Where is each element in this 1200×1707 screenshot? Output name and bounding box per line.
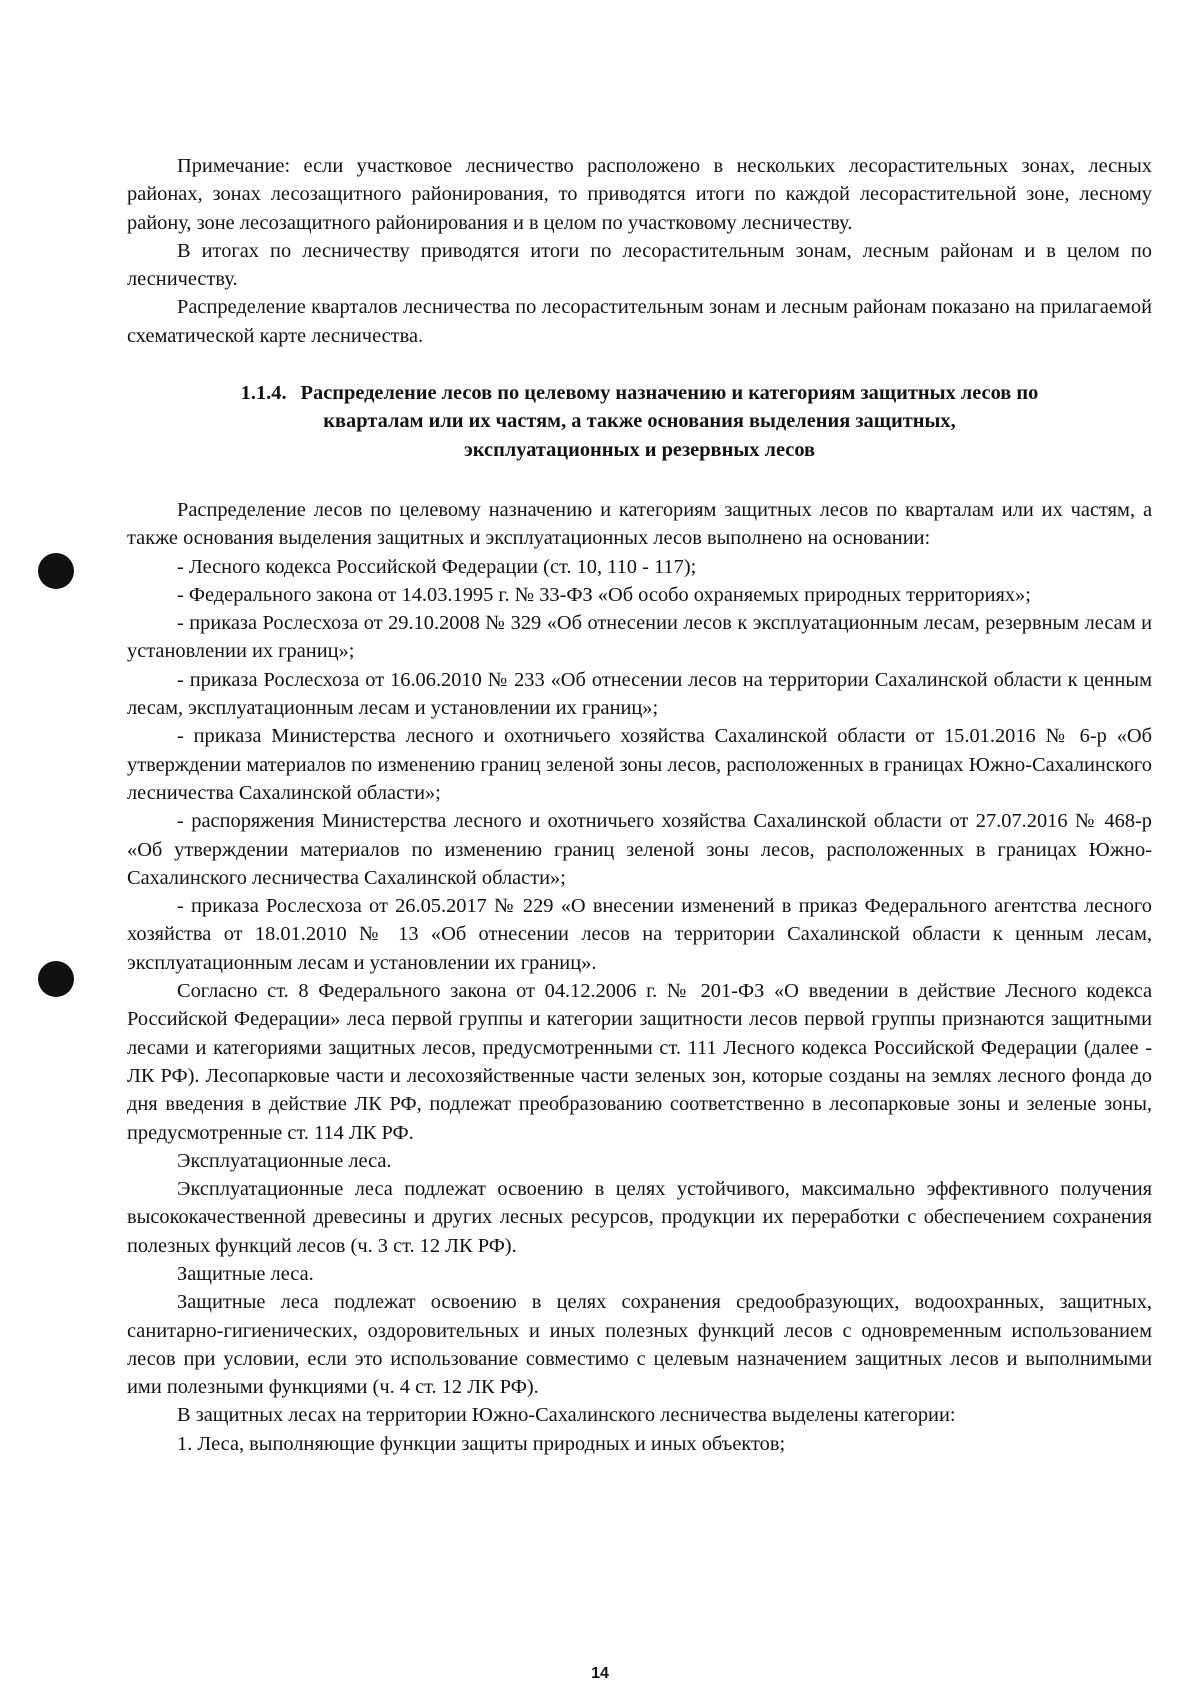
body-paragraph: - приказа Министерства лесного и охотничьего хозяйства Сахалинской области от 15.01.2016 № 6-р «Об утверждении материалов по изменению границ зеленой зоны лесов, расположенных в границах Южно-Сахалинского лесничества Сахалинской области»; (127, 725, 1152, 804)
body-paragraph: Эксплуатационные леса. (177, 1149, 392, 1172)
body-paragraph: - приказа Рослесхоза от 29.10.2008 № 329 «Об отнесении лесов к эксплуатационным лесам, резервным лесам и установлении их границ»; (127, 612, 1152, 663)
note-paragraph: Примечание: если участковое лесничество расположено в нескольких лесорастительных зонах, лесных районах, зонах лесозащитного районирования, то приводятся итоги по каждой лесорастительной зоне, лесному району, зоне лесозащитного районирования и в целом по участковому лесничеству. (127, 155, 1152, 234)
section-number: 1.1.4. (240, 382, 287, 405)
section-title-line: эксплуатационных и резервных лесов (463, 438, 816, 461)
body-paragraph: Распределение лесов по целевому назначению и категориям защитных лесов по кварталам или их частям, а также основания выделения защитных и эксплуатационных лесов выполнено на основании: (127, 498, 1152, 550)
note-paragraph: Распределение кварталов лесничества по лесорастительным зонам и лесным районам показано на прилагаемой схематической карте лесничества. (127, 296, 1152, 347)
body-paragraph: 1. Леса, выполняющие функции защиты природных и иных объектов; (177, 1432, 786, 1455)
document-text (127, 152, 1152, 1458)
body-paragraph: - приказа Рослесхоза от 16.06.2010 № 233 «Об отнесении лесов на территории Сахалинской области к ценным лесам, эксплуатационным лесам и установлении их границ»; (127, 668, 1152, 720)
body-paragraph: - приказа Рослесхоза от 26.05.2017 № 229 «О внесении изменений в приказ Федерального агентства лесного хозяйства от 18.01.2010 № 13 «Об отнесении лесов на территории Сахалинской области к ценным лесам, эксплуатационным лесам и установлении их границ». (127, 895, 1152, 974)
section-title-line: кварталам или их частям, а также основания выделения защитных, (323, 410, 956, 433)
body-paragraph: Защитные леса. (177, 1262, 314, 1285)
punch-hole-top (38, 553, 74, 589)
punch-hole-bottom (38, 961, 74, 997)
note-paragraph: В итогах по лесничеству приводятся итоги по лесорастительным зонам, лесным районам и в целом по лесничеству. (127, 239, 1152, 291)
body-paragraph: Согласно ст. 8 Федерального закона от 04.12.2006 г. № 201-ФЗ «О введении в действие Лесного кодекса Российской Федерации» леса первой группы и категории защитности лесов первой группы признаются защитными лесами и категориями защитных лесов, предусмотренными ст. 111 Лесного кодекса Российской Федерации (далее - ЛК РФ). Лесопарковые части и лесохозяйственные части зеленых зон, которые созданы на землях лесного фонда до дня введения в действие ЛК РФ, подлежат преобразованию соответственно в лесопарковые зоны и зеленые зоны, предусмотренные ст. 114 ЛК РФ. (127, 980, 1152, 1144)
page-number: 14 (591, 1665, 609, 1682)
body-paragraph: Защитные леса подлежат освоению в целях сохранения средообразующих, водоохранных, защитных, санитарно-гигиенических, оздоровительных и иных полезных функций лесов с одновременным использованием лесов при условии, если это использование совместимо с целевым назначением защитных лесов и выполнимыми ими полезными функциями (ч. 4 ст. 12 ЛК РФ). (127, 1291, 1152, 1399)
section-heading-line-1 (127, 379, 1152, 407)
body-paragraph: - Лесного кодекса Российской Федерации (ст. 10, 110 - 117); (177, 555, 697, 578)
body-paragraph: - распоряжения Министерства лесного и охотничьего хозяйства Сахалинской области от 27.07.2016 № 468-р «Об утверждении материалов по изменению границ зеленой зоны лесов, расположенных в границах Южно-Сахалинского лесничества Сахалинской области»; (127, 810, 1152, 889)
body-paragraph: В защитных лесах на территории Южно-Сахалинского лесничества выделены категории: (177, 1404, 956, 1427)
body-paragraph: Эксплуатационные леса подлежат освоению в целях устойчивого, максимально эффективного получения высококачественной древесины и других лесных ресурсов, продукции их переработки с обеспечением сохранения полезных функций лесов (ч. 3 ст. 12 ЛК РФ). (127, 1178, 1152, 1257)
section-heading (127, 379, 1152, 464)
body-paragraph: - Федерального закона от 14.03.1995 г. № 33-ФЗ «Об особо охраняемых природных территориях»; (177, 583, 1031, 606)
section-title-line: Распределение лесов по целевому назначению и категориям защитных лесов по (300, 382, 1039, 405)
